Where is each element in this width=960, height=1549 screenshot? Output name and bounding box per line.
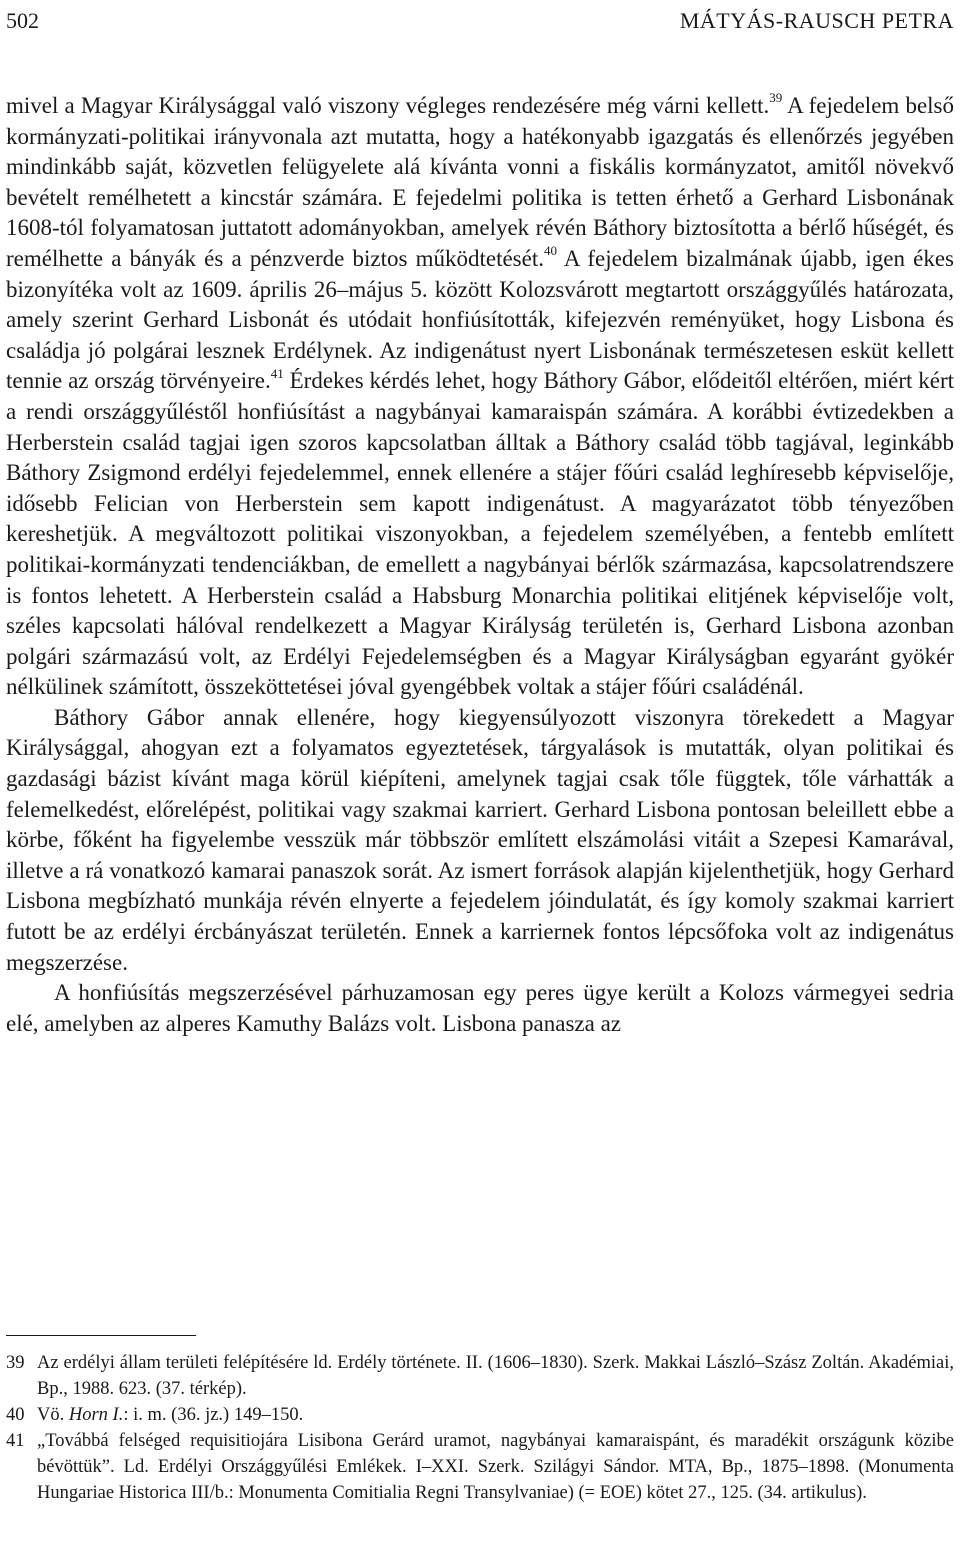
footnote-text: Az erdélyi állam területi felépítésére ld. Erdély története. II. (1606–1830). Szerk. Makkai László–Szász Zoltán. Akadémiai, Bp., 1988. 623. (37. térkép).: [37, 1353, 954, 1399]
page-header: [6, 6, 954, 36]
paragraph-3: A honfiúsítás megszerzésével párhuzamosan egy peres ügye került a Kolozs vármegyei sedria elé, amelyben az alperes Kamuthy Balázs volt. Lisbona panasza az: [6, 980, 954, 1036]
footnotes: [6, 1350, 954, 1506]
footnote-41: [6, 1428, 954, 1506]
footnote-40: [6, 1402, 954, 1428]
paragraph-1-part-b: A fejedelem belső kormányzati-politikai irányvonala azt mutatta, hogy a hatékonyabb igazgatás és ellenőrzés jegyében mindinkább saját, közvetlen felügyelete alá kívánta vonni a fiskális kormányzatot, amitől növekvő bevételt remélhetett a kincstár számára. E fejedelmi politika is tetten érhető a Gerhard Lisbonának 1608-tól folyamatosan juttatott adományokban, amelyek révén Báthory biztosította a bérlő hűségét, és remélhette a bányák és a pénzverde biztos működtetését.: [6, 93, 954, 271]
footnote-39: [6, 1350, 954, 1402]
body-text: [6, 91, 954, 1039]
footnote-ref-39[interactable]: 39: [769, 90, 783, 106]
running-head-author: MÁTYÁS-RAUSCH PETRA: [679, 8, 954, 33]
paragraph-1: [6, 91, 954, 703]
footnote-number: 39: [6, 1353, 25, 1373]
paragraph-1-part-a: mivel a Magyar Királysággal való viszony végleges rendezésére még várni kellett.: [6, 93, 770, 118]
footnote-number: 40: [6, 1405, 25, 1425]
footnote-ref-40[interactable]: 40: [543, 243, 557, 259]
footnote-italic-reference: Horn I.: [68, 1405, 124, 1425]
footnote-text-suffix: : i. m. (36. jz.) 149–150.: [123, 1405, 304, 1425]
footnote-ref-41[interactable]: 41: [270, 365, 284, 381]
paragraph-2: Báthory Gábor annak ellenére, hogy kiegyensúlyozott viszonyra törekedett a Magyar Királysággal, ahogyan ezt a folyamatos egyeztetések, tárgyalások is mutatták, olyan politikai és gazdasági bázist kívánt maga körül kiépíteni, amelynek tagjai csak tőle függtek, tőle várhatták a felemelkedést, előrelépést, politikai vagy szakmai karriert. Gerhard Lisbona pontosan beleillett ebbe a körbe, főként ha figyelembe vesszük már többször említett elszámolási vitáit a Szepesi Kamarával, illetve a rá vonatkozó kamarai panaszok sorát. Az ismert források alapján kijelenthetjük, hogy Gerhard Lisbona megbízható munkája révén elnyerte a fejedelem jóindulatát, és így komoly szakmai karriert futott be az erdélyi ércbányászat területén. Ennek a karriernek fontos lépcsőfoka volt az indigenátus megszerzése.: [6, 704, 954, 975]
footnote-text: „Továbbá felséged requisitiojára Lisibona Gerárd uramot, nagybányai kamaraispánt, és maradékit országunk közibe bévöttük”. Ld. Erdélyi Országgyűlési Emlékek. I–XXI. Szerk. Szilágyi Sándor. MTA, Bp., 1875–1898. (Monumenta Hungariae Historica III/b.: Monumenta Comitialia Regni Transylvaniae) (= EOE) kötet 27., 125. (34. artikulus).: [37, 1431, 954, 1503]
footnote-number: 41: [6, 1431, 25, 1451]
footnote-text: [37, 1402, 954, 1428]
footnote-separator: [6, 1335, 196, 1336]
page-number: 502: [6, 8, 39, 33]
paragraph-1-part-d: Érdekes kérdés lehet, hogy Báthory Gábor, elődeitől eltérően, miért kért a rendi országgyűléstől honfiúsítást a nagybányai kamaraispán számára. A korábbi évtizedekben a Herberstein család tagjai igen szoros kapcsolatban álltak a Báthory család több tagjával, leginkább Báthory Zsigmond erdélyi fejedelemmel, ennek ellenére a stájer főúri család leghíresebb képviselője, idősebb Felician von Herberstein sem kapott indigenátust. A magyarázatot több tényezőben kereshetjük. A megváltozott politikai viszonyokban, a fejedelem személyében, a fentebb említett politikai-kormányzati tendenciákban, de emellett a nagybányai bérlők származása, kapcsolatrendszere is fontos lehetett. A Herberstein család a Habsburg Monarchia politikai elitjének képviselője volt, széles kapcsolati hálóval rendelkezett a Magyar Királyság területén is, Gerhard Lisbona azonban polgári származású volt, az Erdélyi Fejedelemségben és a Magyar Királyságban egyaránt gyökér nélkülinek számított, összeköttetései jóval gyengébbek voltak a stájer főúri családénál.: [6, 368, 954, 700]
footnote-text-prefix: Vö.: [37, 1405, 69, 1425]
paragraph-1-part-c: A fejedelem bizalmának újabb, igen ékes bizonyítéka volt az 1609. április 26–május 5. között Kolozsvárott megtartott országgyűlés határozata, amely szerint Gerhard Lisbonát és utódait honfiúsították, kifejezvén reményüket, hogy Lisbona és családja jó polgárai lesznek Erdélynek. Az indigenátust nyert Lisbonának természetesen esküt kellett tennie az ország törvényeire.: [6, 245, 954, 394]
